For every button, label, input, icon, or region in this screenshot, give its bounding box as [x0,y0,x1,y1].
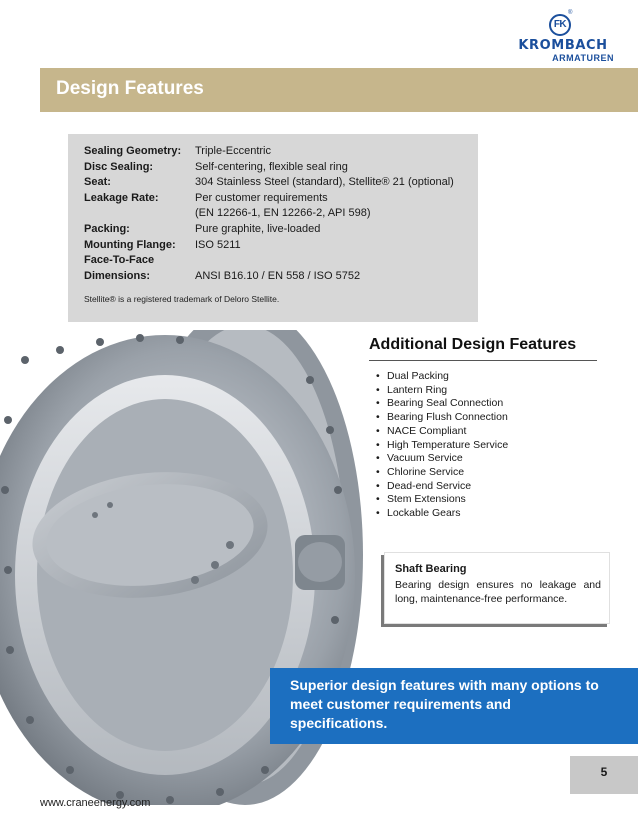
spec-label: Leakage Rate: [84,191,159,204]
feature-item: • Lockable Gears [376,507,508,521]
spec-label: Sealing Geometry: [84,145,182,157]
spec-value: Pure graphite, live-loaded [195,222,321,235]
spec-row [84,144,454,160]
spec-row [84,191,454,207]
spec-label: Dimensions: [84,269,151,282]
spec-value: ANSI B16.10 / EN 558 / ISO 5752 [195,269,361,282]
section-header-bar [40,68,638,112]
spec-table [84,144,454,284]
feature-item: • Chlorine Service [376,466,508,480]
additional-features-title: Additional Design Features [369,336,577,353]
spec-value: Per customer requirements [195,191,328,204]
spec-row [84,222,454,238]
feature-item: • High Temperature Service [376,439,508,453]
spec-value: Self-centering, flexible seal ring [195,160,348,173]
spec-box [68,134,478,322]
spec-row [84,175,454,191]
spec-label: Face-To-Face [84,254,155,267]
spec-label: Disc Sealing: [84,160,154,173]
footer-url[interactable]: www.craneenergy.com [40,797,151,809]
feature-item: • Stem Extensions [376,493,508,507]
feature-item: • Lantern Ring [376,384,508,398]
shaft-bearing-box [384,552,610,624]
spec-label: Mounting Flange: [84,238,176,251]
feature-item: • Vacuum Service [376,452,508,466]
logo-mark: FK [549,14,571,36]
section-title: Design Features [56,78,204,99]
spec-row [84,269,454,285]
feature-item: • Bearing Seal Connection [376,397,508,411]
feature-item: • Dead-end Service [376,480,508,494]
logo-brand-name: KROMBACH [518,38,608,53]
additional-features-list [376,370,508,521]
spec-label [84,206,195,222]
spec-row [84,238,454,254]
spec-row [84,160,454,176]
logo-registered-mark: ® [568,10,573,16]
callout-banner [270,668,638,744]
callout-text: Superior design features with many options to meet customer requirements and specifications. [290,677,599,731]
feature-item: • Bearing Flush Connection [376,411,508,425]
logo-subtitle: ARMATUREN [552,53,614,63]
spec-value: (EN 12266-1, EN 12266-2, API 598) [195,207,371,220]
feature-item: • NACE Compliant [376,425,508,439]
additional-features-divider [369,360,597,361]
spec-table-body [84,144,454,284]
spec-row [84,206,454,222]
page-number-box [570,756,638,794]
trademark-note: Stellite® is a registered trademark of Deloro Stellite. [84,294,280,304]
spec-row [84,253,454,269]
spec-value: ISO 5211 [195,238,241,251]
spec-value [195,253,454,269]
krombach-logo [508,10,618,66]
shaft-bearing-title: Shaft Bearing [395,563,467,575]
page-number: 5 [600,765,608,779]
spec-value: Triple-Eccentric [195,145,271,157]
spec-label: Packing: [84,222,130,235]
spec-label: Seat: [84,176,111,189]
shaft-bearing-text: Bearing design ensures no leakage and long, maintenance-free performance. [395,579,601,605]
feature-item: • Dual Packing [376,370,508,384]
spec-value: 304 Stainless Steel (standard), Stellite® 21 (optional) [195,176,454,189]
